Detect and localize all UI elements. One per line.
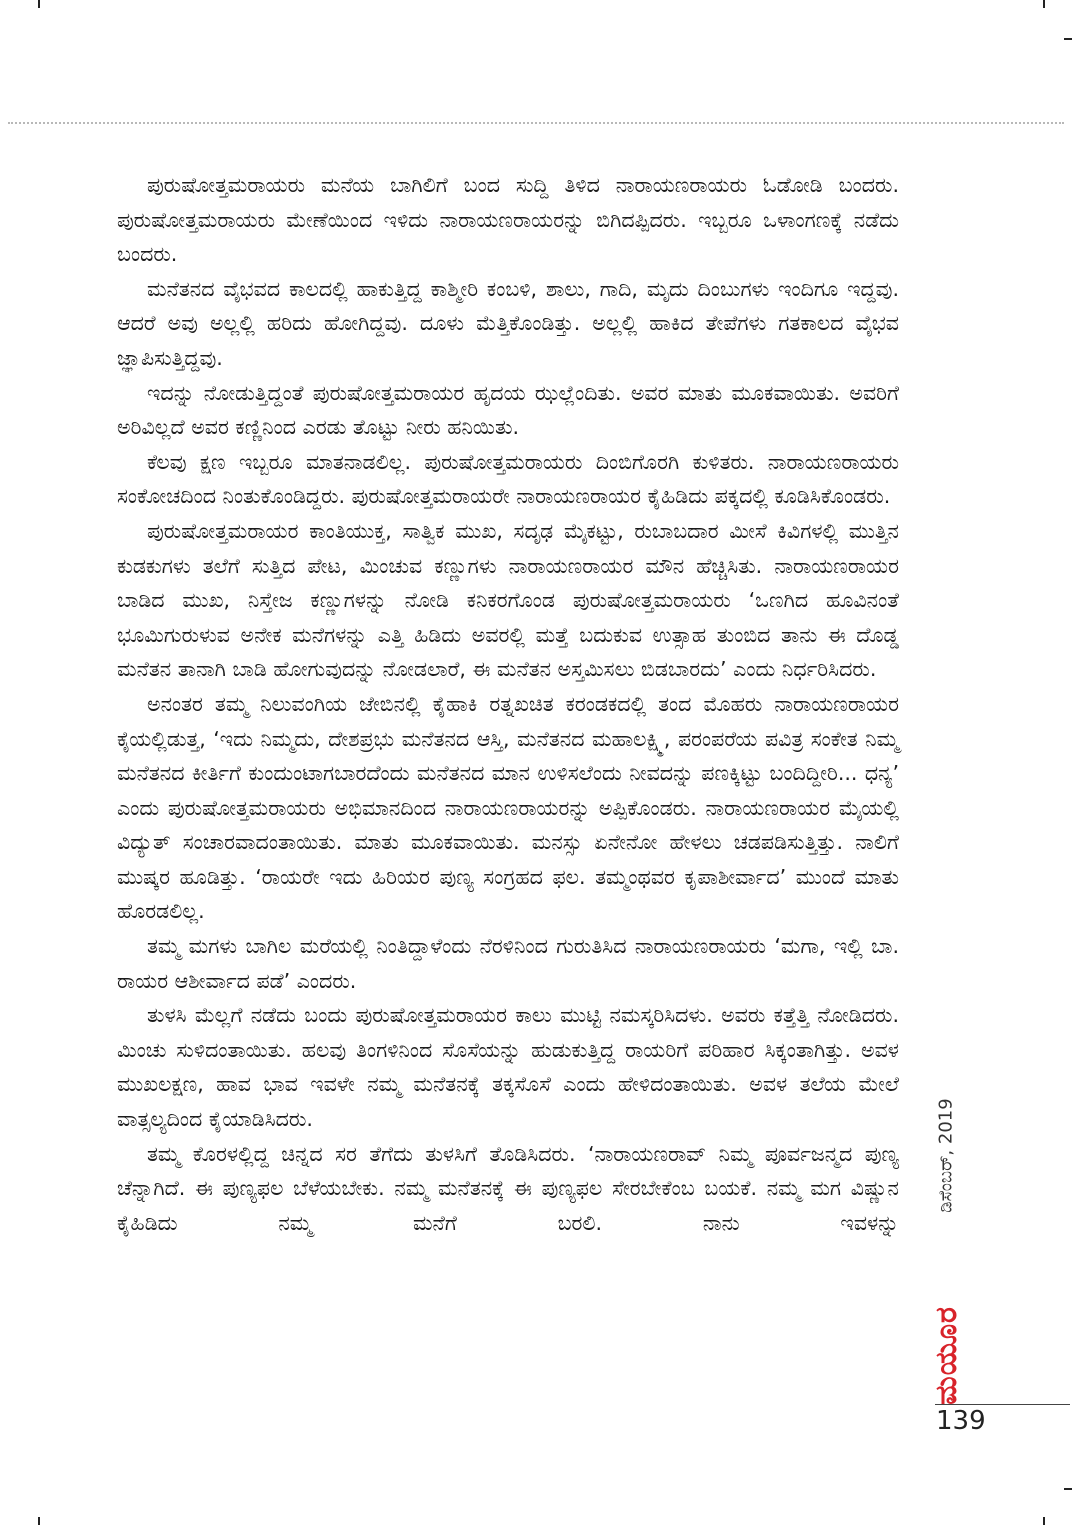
crop-mark-right-upper	[1064, 38, 1072, 40]
paragraph-7: ತಮ್ಮ ಮಗಳು ಬಾಗಿಲ ಮರೆಯಲ್ಲಿ ನಿಂತಿದ್ದಾಳೆಂದು ನೆರಳಿನಿಂದ ಗುರುತಿಸಿದ ನಾರಾಯಣರಾಯರು ‘ಮಗಾ, ಇಲ್ಲಿ ಬಾ. ರಾಯರ ಆಶೀರ್ವಾದ ಪಡೆ’ ಎಂದರು.	[117, 934, 899, 993]
issue-date-text: ಡಿಸೆಂಬರ್, 2019	[935, 1097, 957, 1213]
paragraph-4: ಕೆಲವು ಕ್ಷಣ ಇಬ್ಬರೂ ಮಾತನಾಡಲಿಲ್ಲ. ಪುರುಷೋತ್ತಮರಾಯರು ದಿಂಬಿಗೊರಗಿ ಕುಳಿತರು. ನಾರಾಯಣರಾಯರು ಸಂಕೋಚದಿಂದ ನಿಂತುಕೊಂಡಿದ್ದರು. ಪುರುಷೋತ್ತಮರಾಯರೇ ನಾರಾಯಣರಾಯರ ಕೈಹಿಡಿದು ಪಕ್ಕದಲ್ಲಿ ಕೂಡಿಸಿಕೊಂಡರು.	[117, 449, 899, 509]
page-number: 139	[936, 1406, 986, 1436]
header-dotted-rule	[8, 122, 1064, 124]
footer-rule	[935, 1404, 1070, 1405]
paragraph-8: ತುಳಸಿ ಮೆಲ್ಲಗೆ ನಡೆದು ಬಂದು ಪುರುಷೋತ್ತಮರಾಯರ ಕಾಲು ಮುಟ್ಟಿ ನಮಸ್ಕರಿಸಿದಳು. ಅವರು ಕತ್ತೆತ್ತಿ ನೋಡಿದರು. ಮಿಂಚು ಸುಳಿದಂತಾಯಿತು. ಹಲವು ತಿಂಗಳಿನಿಂದ ಸೊಸೆಯನ್ನು ಹುಡುಕುತ್ತಿದ್ದ ರಾಯರಿಗೆ ಪರಿಹಾರ ಸಿಕ್ಕಂತಾಗಿತ್ತು. ಅವಳ ಮುಖಲಕ್ಷಣ, ಹಾವ ಭಾವ ಇವಳೇ ನಮ್ಮ ಮನೆತನಕ್ಕೆ ತಕ್ಕಸೊಸೆ ಎಂದು ಹೇಳಿದಂತಾಯಿತು. ಅವಳ ತಲೆಯ ಮೇಲೆ ವಾತ್ಸಲ್ಯದಿಂದ ಕೈಯಾಡಿಸಿದರು.	[117, 1003, 899, 1132]
paragraph-6: ಅನಂತರ ತಮ್ಮ ನಿಲುವಂಗಿಯ ಜೇಬಿನಲ್ಲಿ ಕೈಹಾಕಿ ರತ್ನಖಚಿತ ಕರಂಡಕದಲ್ಲಿ ತಂದ ಮೊಹರು ನಾರಾಯಣರಾಯರ ಕೈಯಲ್ಲಿಡುತ್ತ, ‘ಇದು ನಿಮ್ಮದು, ದೇಶಪ್ರಭು ಮನೆತನದ ಆಸ್ತಿ, ಮನೆತನದ ಮಹಾಲಕ್ಷ್ಮಿ, ಪರಂಪರೆಯ ಪವಿತ್ರ ಸಂಕೇತ ನಿಮ್ಮ ಮನೆತನದ ಕೀರ್ತಿಗೆ ಕುಂದುಂಟಾಗಬಾರದೆಂದು ಮನೆತನದ ಮಾನ ಉಳಿಸಲೆಂದು ನೀವದನ್ನು ಪಣಕ್ಕಿಟ್ಟು ಬಂದಿದ್ದೀರಿ... ಧನ್ಯ’ ಎಂದು ಪುರುಷೋತ್ತಮರಾಯರು ಅಭಿಮಾನದಿಂದ ನಾರಾಯಣರಾಯರನ್ನು ಅಪ್ಪಿಕೊಂಡರು. ನಾರಾಯಣರಾಯರ ಮೈಯಲ್ಲಿ ವಿದ್ಯುತ್ ಸಂಚಾರವಾದಂತಾಯಿತು. ಮಾತು ಮೂಕವಾಯಿತು. ಮನಸ್ಸು ಏನೇನೋ ಹೇಳಲು ಚಡಪಡಿಸುತ್ತಿತ್ತು. ನಾಲಿಗೆ ಮುಷ್ಕರ ಹೂಡಿತ್ತು. ‘ರಾಯರೇ ಇದು ಹಿರಿಯರ ಪುಣ್ಯ ಸಂಗ್ರಹದ ಫಲ. ತಮ್ಮಂಥವರ ಕೃಪಾಶೀರ್ವಾದ’ ಮುಂದೆ ಮಾತು ಹೊರಡಲಿಲ್ಲ.	[117, 691, 899, 924]
crop-mark-bottom-right	[1043, 1517, 1045, 1525]
paragraph-9: ತಮ್ಮ ಕೊರಳಲ್ಲಿದ್ದ ಚಿನ್ನದ ಸರ ತೆಗೆದು ತುಳಸಿಗೆ ತೊಡಿಸಿದರು. ‘ನಾರಾಯಣರಾವ್ ನಿಮ್ಮ ಪೂರ್ವಜನ್ಮದ ಪುಣ್ಯ ಚೆನ್ನಾಗಿದೆ. ಈ ಪುಣ್ಯಫಲ ಬೆಳೆಯಬೇಕು. ನಮ್ಮ ಮನೆತನಕ್ಕೆ ಈ ಪುಣ್ಯಫಲ ಸೇರಬೇಕೆಂಬ ಬಯಕೆ. ನಮ್ಮ ಮಗ ವಿಷ್ಣುನ ಕೈಹಿಡಿದು ನಮ್ಮ ಮನೆಗೆ ಬರಲಿ. ನಾನು ಇವಳನ್ನು	[117, 1141, 899, 1235]
paragraph-1: ಪುರುಷೋತ್ತಮರಾಯರು ಮನೆಯ ಬಾಗಿಲಿಗೆ ಬಂದ ಸುದ್ದಿ ತಿಳಿದ ನಾರಾಯಣರಾಯರು ಓಡೋಡಿ ಬಂದರು. ಪುರುಷೋತ್ತಮರಾಯರು ಮೇಣೆಯಿಂದ ಇಳಿದು ನಾರಾಯಣರಾಯರನ್ನು ಬಿಗಿದಪ್ಪಿದರು. ಇಬ್ಬರೂ ಒಳಾಂಗಣಕ್ಕೆ ನಡೆದು ಬಂದರು.	[117, 173, 899, 267]
paragraph-5: ಪುರುಷೋತ್ತಮರಾಯರ ಕಾಂತಿಯುಕ್ತ, ಸಾತ್ವಿಕ ಮುಖ, ಸದೃಢ ಮೈಕಟ್ಟು, ರುಬಾಬದಾರ ಮೀಸೆ ಕಿವಿಗಳಲ್ಲಿ ಮುತ್ತಿನ ಕುಡಕುಗಳು ತಲೆಗೆ ಸುತ್ತಿದ ಪೇಟ, ಮಿಂಚುವ ಕಣ್ಣುಗಳು ನಾರಾಯಣರಾಯರ ಮೌನ ಹೆಚ್ಚಿಸಿತು. ನಾರಾಯಣರಾಯರ ಬಾಡಿದ ಮುಖ, ನಿಸ್ತೇಜ ಕಣ್ಣುಗಳನ್ನು ನೋಡಿ ಕನಿಕರಗೊಂಡ ಪುರುಷೋತ್ತಮರಾಯರು ‘ಒಣಗಿದ ಹೂವಿನಂತೆ ಭೂಮಿಗುರುಳುವ ಅನೇಕ ಮನೆಗಳನ್ನು ಎತ್ತಿ ಹಿಡಿದು ಅವರಲ್ಲಿ ಮತ್ತೆ ಬದುಕುವ ಉತ್ಸಾಹ ತುಂಬಿದ ತಾನು ಈ ದೊಡ್ಡ ಮನೆತನ ತಾನಾಗಿ ಬಾಡಿ ಹೋಗುವುದನ್ನು ನೋಡಲಾರೆ, ಈ ಮನೆತನ ಅಸ್ತಮಿಸಲು ಬಿಡಬಾರದು’ ಎಂದು ನಿರ್ಧರಿಸಿದರು.	[117, 518, 899, 682]
crop-mark-top-left	[38, 0, 40, 8]
issue-date	[926, 1060, 966, 1250]
crop-mark-bottom-left	[38, 1517, 40, 1525]
side-strip	[926, 1060, 986, 1405]
magazine-logo-text: ಮಯೂರ	[928, 1305, 964, 1405]
crop-mark-right-lower	[1064, 1488, 1072, 1490]
article-body	[117, 168, 899, 1240]
paragraph-3: ಇದನ್ನು ನೋಡುತ್ತಿದ್ದಂತೆ ಪುರುಷೋತ್ತಮರಾಯರ ಹೃದಯ ಝಲ್ಲೆಂದಿತು. ಅವರ ಮಾತು ಮೂಕವಾಯಿತು. ಅವರಿಗೆ ಅರಿವಿಲ್ಲದೆ ಅವರ ಕಣ್ಣಿನಿಂದ ಎರಡು ತೊಟ್ಟು ನೀರು ಹನಿಯಿತು.	[117, 380, 899, 440]
paragraph-2: ಮನೆತನದ ವೈಭವದ ಕಾಲದಲ್ಲಿ ಹಾಕುತ್ತಿದ್ದ ಕಾಶ್ಮೀರಿ ಕಂಬಳಿ, ಶಾಲು, ಗಾದಿ, ಮೃದು ದಿಂಬುಗಳು ಇಂದಿಗೂ ಇದ್ದವು. ಆದರೆ ಅವು ಅಲ್ಲಲ್ಲಿ ಹರಿದು ಹೋಗಿದ್ದವು. ದೂಳು ಮೆತ್ತಿಕೊಂಡಿತ್ತು. ಅಲ್ಲಲ್ಲಿ ಹಾಕಿದ ತೇಪೆಗಳು ಗತಕಾಲದ ವೈಭವ ಜ್ಞಾಪಿಸುತ್ತಿದ್ದವು.	[117, 276, 899, 370]
crop-mark-top-right	[1043, 0, 1045, 8]
